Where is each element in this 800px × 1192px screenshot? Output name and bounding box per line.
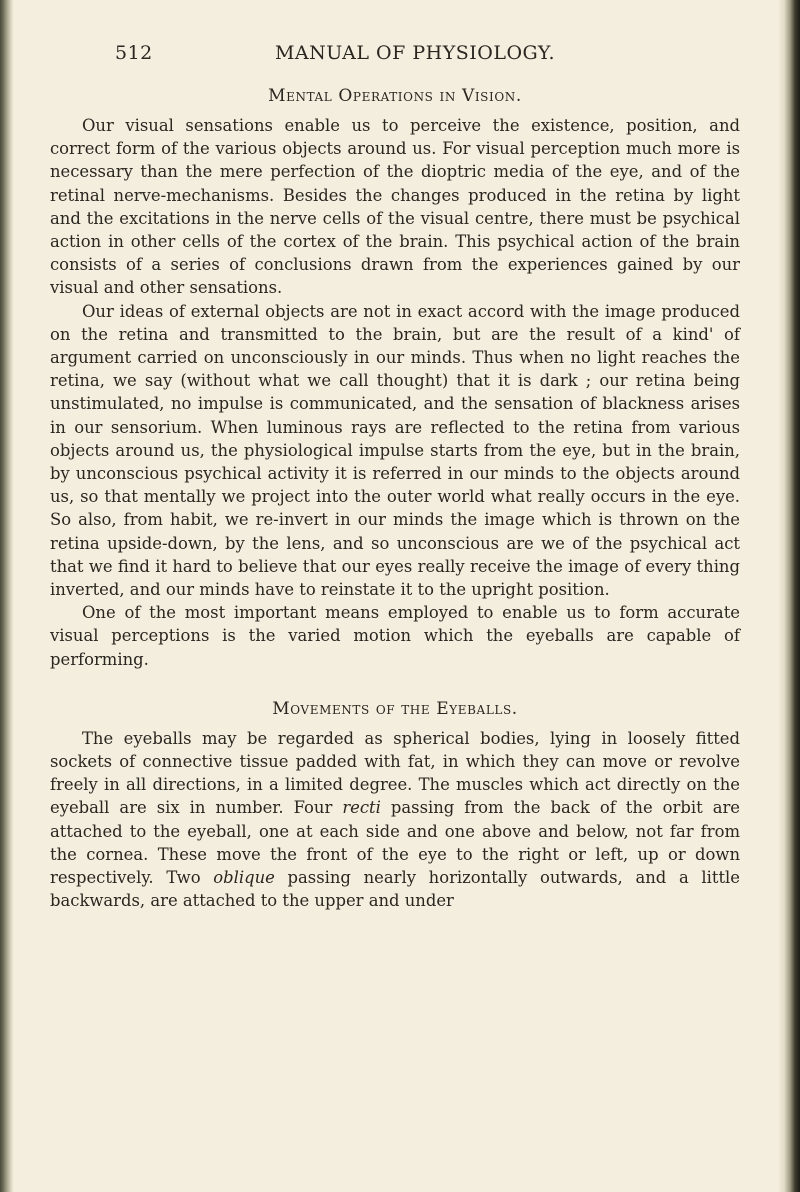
section-heading-mental-operations: Mental Operations in Vision.	[268, 86, 522, 106]
running-head	[50, 36, 740, 68]
text-run: The eyeballs may be regarded as spherical bodies, lying in loosely fitted sockets of connective tissue padded with fat, in which they can move or revolve freely in all directions, in a limited degree. The muscles which act directly on the eyeball are six in number. Four	[50, 728, 740, 818]
body-paragraph: Our ideas of external objects are not in exact accord with the image produced on the retina and transmitted to the brain, but are the result of a kind' of argument carried on unconsciously in our minds. Thus when no light reaches the retina, we say (without what we call thought) that it is dark ; our retina being unstimulated, no impulse is communicated, and the sensation of blackness arises in our sensorium. When luminous rays are reflected to the retina from various objects around us, the physiological impulse starts from the eye, but in the brain, by unconscious psychical activity it is referred in our minds to the objects around us, so that mentally we project into the outer world what really occurs in the eye. So also, from habit, we re-invert in our minds the image which is thrown on the retina upside-down, by the lens, and so unconscious are we of the psychical act that we find it hard to believe that our eyes really receive the image of every thing inverted, and our minds have to reinstate it to the upright position.	[50, 301, 740, 600]
body-paragraph: Our visual sensations enable us to perceive the existence, position, and correct form of the various objects around us. For visual perception much more is necessary than the mere perfection of the dioptric media of the eye, and of the retinal nerve-mechanisms. Besides the changes produced in the retina by light and the excitations in the nerve cells of the visual centre, there must be psychical action in other cells of the cortex of the brain. This psychical action of the brain consists of a series of conclusions drawn from the experiences gained by our visual and other sensations.	[50, 116, 740, 298]
scan-left-edge	[0, 0, 14, 1192]
running-title: MANUAL OF PHYSIOLOGY.	[274, 42, 556, 64]
italic-term-recti: recti	[342, 798, 381, 818]
body-paragraph: One of the most important means employed to enable us to form accurate visual perceptions is the varied motion which the eyeballs are capable of performing.	[50, 603, 740, 669]
book-page	[50, 36, 740, 913]
scan-right-edge	[778, 0, 800, 1192]
body-paragraph	[50, 727, 740, 913]
section-heading-movements-eyeballs: Movements of the Eyeballs.	[272, 698, 518, 719]
text-run: passing from the back of the orbit are attached to the eyeball, one at each side and one above and below, not far from the cornea. These move the front of the eye to the right or left, up or down respectively. Two	[50, 798, 741, 888]
page-number: 512	[115, 42, 153, 64]
italic-term-oblique: oblique	[213, 868, 275, 888]
text-run: passing nearly horizontally outwards, and a little backwards, are attached to the upper and under	[50, 868, 740, 911]
